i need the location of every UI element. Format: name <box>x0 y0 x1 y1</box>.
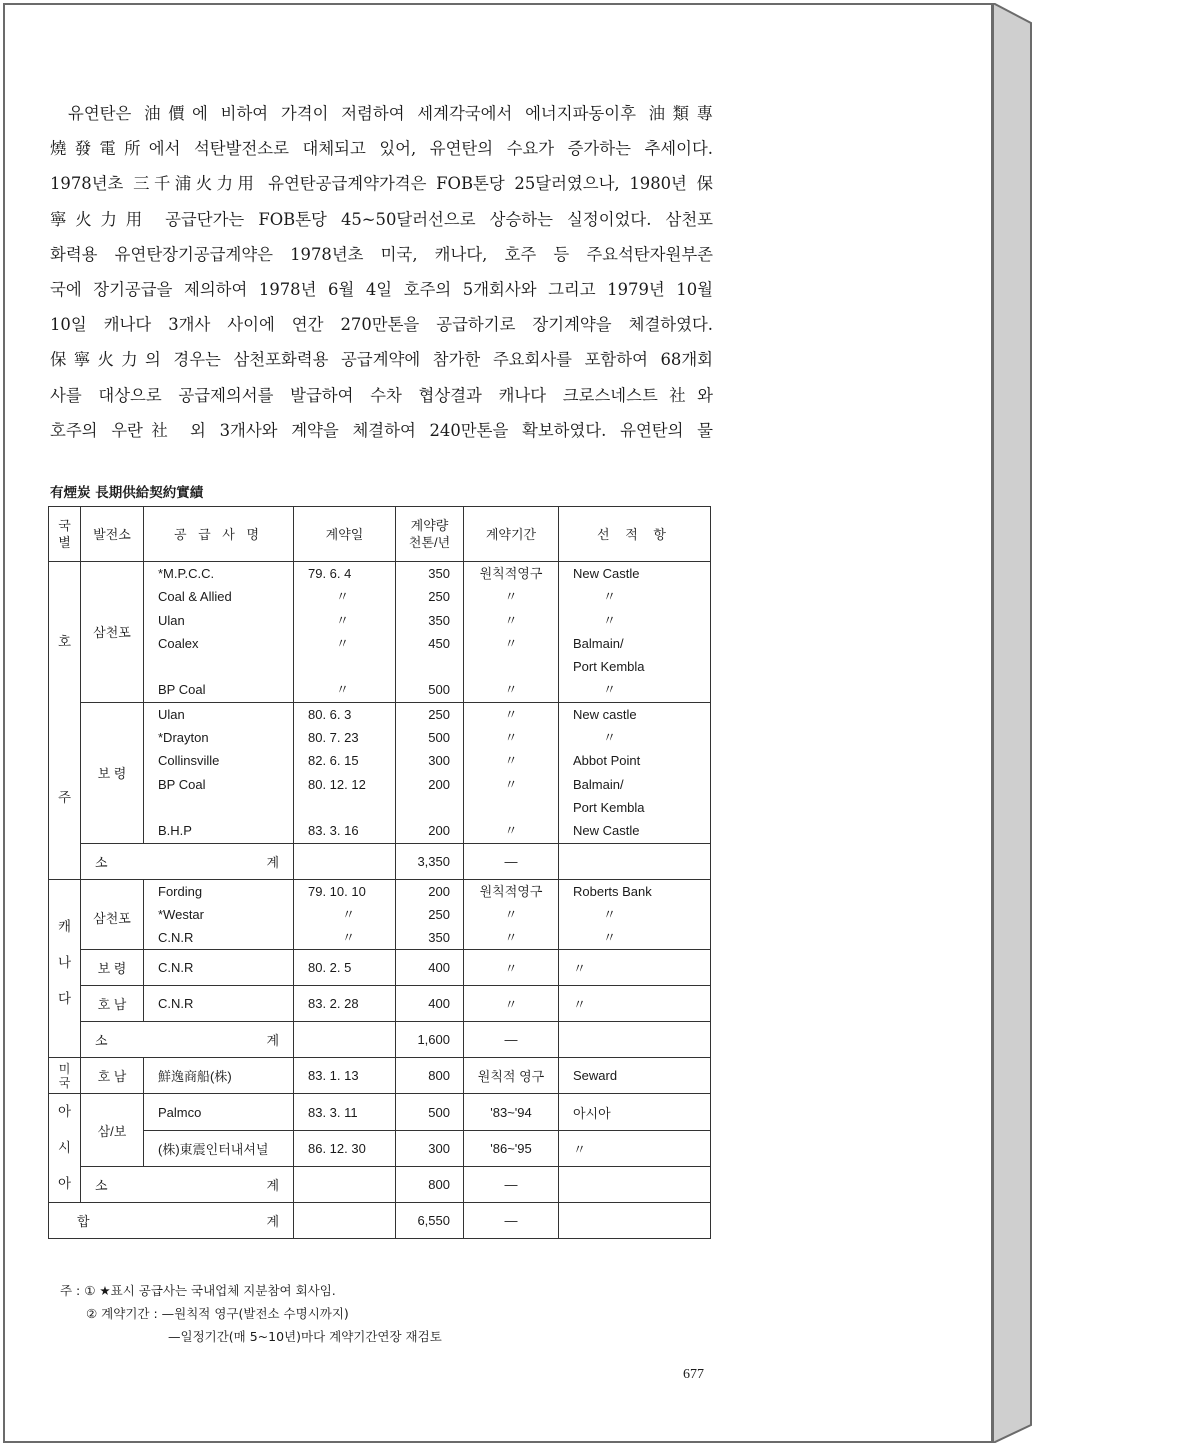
period-cell: '83~'94 <box>464 1094 559 1130</box>
plant-cell: 보 령 <box>81 702 144 843</box>
table-row <box>49 1130 711 1166</box>
port-list: New Castle 〃 〃 Balmain/ Port Kembla 〃 <box>559 562 711 703</box>
port-list: New castle 〃 Abbot Point Balmain/ Port Kembla New Castle <box>559 702 711 843</box>
subtotal-row <box>49 1022 711 1058</box>
total-row <box>49 1203 711 1239</box>
nation-usa: 미 국 <box>49 1058 81 1094</box>
amount-cell: 500 <box>396 1094 464 1130</box>
header-date: 계약일 <box>294 507 396 562</box>
port-cell: 아시아 <box>559 1094 711 1130</box>
note-1: 주 : ① ★표시 공급사는 국내업체 지분참여 회사임. <box>60 1283 336 1298</box>
subtotal-label: 소 계 <box>81 843 294 879</box>
paragraph-line: 국에 장기공급을 제의하여 1978년 6월 4일 호주의 5개회사와 그리고 1979년 10월 <box>50 280 713 300</box>
total-amount: 6,550 <box>396 1203 464 1239</box>
total-period: — <box>464 1203 559 1239</box>
plant-cell: 삼천포 <box>81 879 144 950</box>
total-date <box>294 1203 396 1239</box>
subtotal-date <box>294 843 396 879</box>
period-cell: '86~'95 <box>464 1130 559 1166</box>
date-cell: 86. 12. 30 <box>294 1130 396 1166</box>
subtotal-amount: 1,600 <box>396 1022 464 1058</box>
subtotal-port <box>559 1022 711 1058</box>
period-list: 〃 〃 〃 〃 〃 <box>464 702 559 843</box>
paragraph-line: 1978년초 三千浦火力用 유연탄공급계약가격은 FOB톤당 25달러였으나, 1980년 保 <box>50 174 713 194</box>
plant-cell: 삼천포 <box>81 562 144 703</box>
period-cell: 〃 <box>464 950 559 986</box>
plant-cell: 삼/보 <box>81 1094 144 1167</box>
supplier-list: Ulan *Drayton Collinsville BP Coal B.H.P <box>144 702 294 843</box>
port-cell: Seward <box>559 1058 711 1094</box>
period-cell: 〃 <box>464 986 559 1022</box>
port-cell: 〃 <box>559 950 711 986</box>
header-row <box>49 507 711 562</box>
note-3: —일정기간(매 5~10년)마다 계약기간연장 재검토 <box>168 1329 442 1344</box>
subtotal-label: 소 계 <box>81 1022 294 1058</box>
paragraph-line: 사를 대상으로 공급제의서를 발급하여 수차 협상결과 캐나다 크로스네스트社와 <box>50 385 713 405</box>
table-row <box>49 1058 711 1094</box>
page-edge <box>993 3 1033 1443</box>
port-list: Roberts Bank 〃 〃 <box>559 879 711 950</box>
nation-australia: 호 주 <box>49 562 81 880</box>
subtotal-port <box>559 843 711 879</box>
supplier-cell: Palmco <box>144 1094 294 1130</box>
subtotal-label: 소 계 <box>81 1167 294 1203</box>
date-cell: 83. 2. 28 <box>294 986 396 1022</box>
subtotal-row <box>49 843 711 879</box>
period-list: 원칙적영구 〃 〃 <box>464 879 559 950</box>
plant-cell: 보 령 <box>81 950 144 986</box>
supplier-cell: (株)東震인터내셔널 <box>144 1130 294 1166</box>
plant-cell: 호 남 <box>81 1058 144 1094</box>
contracts-table <box>48 506 711 1239</box>
plant-cell: 호 남 <box>81 986 144 1022</box>
paragraph-line: 燒發電所에서 석탄발전소로 대체되고 있어, 유연탄의 수요가 증가하는 추세이다. <box>50 139 713 159</box>
amount-list: 250 500 300 200 200 <box>396 702 464 843</box>
amount-cell: 400 <box>396 950 464 986</box>
subtotal-port <box>559 1167 711 1203</box>
nation-asia: 아 시 아 <box>49 1094 81 1203</box>
supplier-list: Fording *Westar C.N.R <box>144 879 294 950</box>
header-amount: 계약량 천톤/년 <box>396 507 464 562</box>
amount-cell: 300 <box>396 1130 464 1166</box>
supplier-cell: 鮮逸商船(株) <box>144 1058 294 1094</box>
date-list: 79. 6. 4 〃 〃 〃 〃 <box>294 562 396 703</box>
subtotal-period: — <box>464 843 559 879</box>
paragraph-line: 호주의 우란社 외 3개사와 계약을 체결하여 240만톤을 확보하였다. 유연탄의 물 <box>50 420 713 440</box>
table-row <box>49 950 711 986</box>
header-supplier: 공 급 사 명 <box>144 507 294 562</box>
amount-list: 200 250 350 <box>396 879 464 950</box>
header-plant: 발전소 <box>81 507 144 562</box>
date-list: 80. 6. 3 80. 7. 23 82. 6. 15 80. 12. 12 83. 3. 16 <box>294 702 396 843</box>
amount-cell: 400 <box>396 986 464 1022</box>
period-cell: 원칙적 영구 <box>464 1058 559 1094</box>
supplier-list: *M.P.C.C. Coal & Allied Ulan Coalex BP Coal <box>144 562 294 703</box>
supplier-cell: C.N.R <box>144 950 294 986</box>
paragraph-line: 유연탄은 油價에 비하여 가격이 저렴하여 세계각국에서 에너지파동이후 油類專 <box>68 104 713 123</box>
paragraph-line: 寧火力用 공급단가는 FOB톤당 45~50달러선으로 상승하는 실정이었다. 삼천포 <box>50 209 713 229</box>
table-title: 有煙炭 長期供給契約實績 <box>50 485 204 501</box>
total-label: 합 계 <box>49 1203 294 1239</box>
paragraph-line: 화력용 유연탄장기공급계약은 1978년초 미국, 캐나다, 호주 등 주요석탄자원부존 <box>50 244 713 264</box>
table-row <box>49 879 711 950</box>
header-port: 선 적 항 <box>559 507 711 562</box>
supplier-cell: C.N.R <box>144 986 294 1022</box>
date-cell: 83. 3. 11 <box>294 1094 396 1130</box>
table-notes <box>60 1279 442 1348</box>
port-cell: 〃 <box>559 986 711 1022</box>
page-number: 677 <box>683 1367 704 1382</box>
total-port <box>559 1203 711 1239</box>
table-row <box>49 562 711 703</box>
amount-list: 350 250 350 450 500 <box>396 562 464 703</box>
table-row <box>49 702 711 843</box>
body-paragraph <box>50 96 713 448</box>
subtotal-amount: 800 <box>396 1167 464 1203</box>
header-period: 계약기간 <box>464 507 559 562</box>
table-row <box>49 986 711 1022</box>
subtotal-amount: 3,350 <box>396 843 464 879</box>
header-country: 국 별 <box>49 507 81 562</box>
port-cell: 〃 <box>559 1130 711 1166</box>
period-list: 원칙적영구 〃 〃 〃 〃 <box>464 562 559 703</box>
subtotal-row <box>49 1167 711 1203</box>
date-cell: 80. 2. 5 <box>294 950 396 986</box>
subtotal-date <box>294 1022 396 1058</box>
subtotal-period: — <box>464 1022 559 1058</box>
table-row <box>49 1094 711 1130</box>
note-2: ② 계약기간 : —원칙적 영구(발전소 수명시까지) <box>86 1306 349 1321</box>
subtotal-date <box>294 1167 396 1203</box>
nation-canada: 캐 나 다 <box>49 879 81 1058</box>
amount-cell: 800 <box>396 1058 464 1094</box>
subtotal-period: — <box>464 1167 559 1203</box>
date-list: 79. 10. 10 〃 〃 <box>294 879 396 950</box>
date-cell: 83. 1. 13 <box>294 1058 396 1094</box>
paragraph-line: 保寧火力의 경우는 삼천포화력용 공급계약에 참가한 주요회사를 포함하여 68개회 <box>50 350 713 370</box>
paragraph-line: 10일 캐나다 3개사 사이에 연간 270만톤을 공급하기로 장기계약을 체결하였다. <box>50 315 713 335</box>
